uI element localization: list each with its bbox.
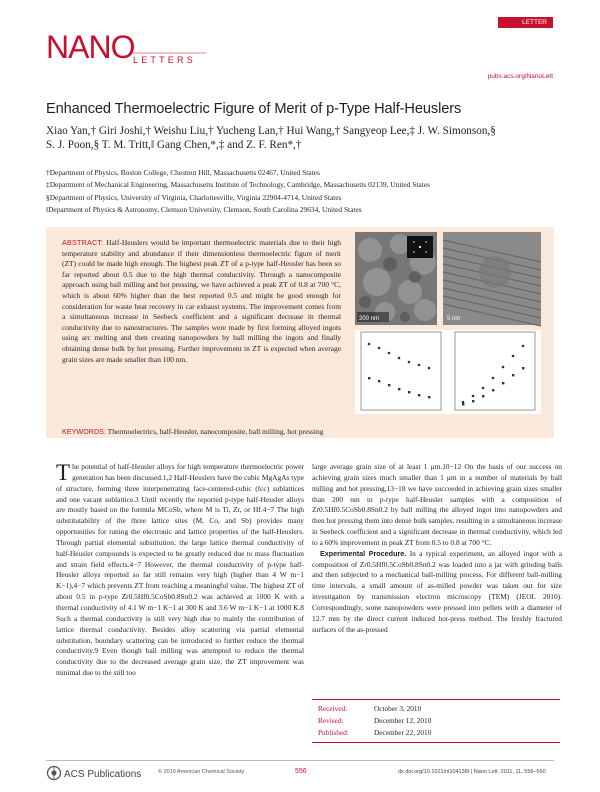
affiliations [46, 167, 566, 216]
publisher-name: ACS Publications [64, 769, 142, 780]
article-title: Enhanced Thermoelectric Figure of Merit of p-Type Half-Heuslers [46, 101, 462, 117]
dates-block [318, 703, 558, 738]
affiliation-item: §Department of Physics, University of Virginia, Charlottesville, Virginia 22904-4714, United States [46, 192, 342, 202]
body-text: In a typical experiment, an alloyed ingot with a composition of Zr0.5Hf0.5CoSb0.8Sn0.2 was loaded into a jar with grinding balls and then subjected to a mechanical ball-milling process. For different ball-milling time intervals, a small amount of as-milled powder was taken out for size investigation by transmission electron microscopy (TEM) (JEOL 2010). Correspondingly, some nanopowders were pressed into pellets with a diameter of 12.7 mm by the direct current induced hot-press method. The freshly fractured surfaces of the as-pressed [312, 548, 562, 634]
abstract [62, 238, 341, 365]
toc-graphic [355, 232, 545, 414]
doi-citation[interactable]: dx.doi.org/10.1021/nl104138t | Nano Lett. 2011, 11, 556–560 [398, 769, 546, 775]
body-text: he potential of half-Heusler alloys for high temperature thermoelectric power generation has been discussed.1,2 Half-Heuslers have the cubic MgAgAs type of structure, forming three interpenetrating face-centered-cubic (fcc) sublattices and one vacant sublattice.3 Until recently the reported p-type half-Heusler alloys are mostly based on the formula MCoSb, where M is Ti, Zr, or Hf.4−7 The high substitutability of the three lattice sites (M, Co, and Sb) provides many opportunities for tuning the electronic and lattice properties of the half-Heuslers. Through partial elemental substitution, the large lattice thermal conductivity of half-Heusler compounds is expected to be greatly reduced due to mass fluctuation and strain field effects.4−7 However, the thermal conductivity of p-type half-Heusler alloys reported so far still remains very high (higher than 4 W m−1 K−1),4−7 which prevents ZT from reaching a meaningful value. The highest ZT of about 0.5 in p-type Zr0.5Hf0.5CoSb0.8Sn0.2 was achieved at 1000 K with a thermal conductivity of 4.1 W m−1 K−1 at 300 K and 3.6 W m−1 K−1 at 1000 K.8 Such a thermal conductivity is still very high due to mainly the contribution of lattice thermal conductivity. Besides alloy scattering via partial elemental substitution, boundary scattering can be introduced to further reduce the thermal conductivity.9 Even though ball milling was attempted to reduce the thermal conductivity due to the decreased average grain size, the ZT improvement was minimal due to the still too [56, 462, 304, 678]
section-heading: Experimental Procedure. [320, 548, 407, 558]
date-label: Revised: [318, 715, 344, 725]
affiliation-item: ‖Department of Physics & Astronomy, Clemson University, Clemson, South Carolina 29634, United States [46, 204, 362, 214]
page-number: 556 [295, 768, 307, 775]
footer-rule [46, 760, 554, 761]
journal-url[interactable]: pubs.acs.org/NanoLett [487, 73, 553, 80]
drop-cap: T [56, 460, 71, 485]
scale-label-sem: 200 nm [359, 316, 380, 322]
keywords-label: KEYWORDS: [62, 427, 106, 436]
dates-bottom-rule [312, 742, 560, 743]
affiliation-item: †Department of Physics, Boston College, Chestnut Hill, Massachusetts 02467, United States [46, 168, 320, 177]
date-value: October 3, 2010 [374, 704, 422, 713]
svg-text:NANO: NANO [46, 29, 135, 65]
nano-letters-logo [46, 28, 206, 68]
date-label: Received: [318, 704, 348, 713]
abstract-text: Half-Heuslers would be important thermoelectric materials due to their high temperature stability and abundance if their dimensionless thermoelectric figure of merit (ZT) could be made high enough. The highest peak ZT of a p-type half-Heusler has been so far reported about 0.5 due to the high thermal conductivity. Through a nanocomposite approach using ball milling and hot pressing, we have achieved a peak ZT of 0.8 at 700 °C, which is about 60% higher than the best reported 0.5 and might be good enough for consideration for waste heat recovery in car exhaust systems. The improvement comes from a simultaneous increase in Seebeck coefficient and a significant decrease in thermal conductivity due to nanostructures. The samples were made by first forming alloyed ingots using arc melting and then creating nanopowders by ball milling the ingots and finally obtaining dense bulk by hot pressing. Further improvement in ZT is expected when average grain sizes are made smaller than 100 nm. [62, 238, 341, 364]
copyright-notice: © 2010 American Chemical Society [158, 769, 245, 775]
keywords-text: Thermoelectrics, half-Heusler, nanocomposite, ball milling, hot pressing [107, 427, 324, 436]
author-list [46, 124, 558, 152]
date-value: December 12, 2010 [374, 715, 432, 725]
author-line-2: S. J. Poon,§ T. M. Tritt,‖ Gang Chen,*,‡ and Z. F. Ren*,† [46, 139, 302, 151]
scale-label-hrtem: 5 nm [447, 316, 461, 322]
abstract-label: ABSTRACT: [62, 238, 104, 247]
author-line-1: Xiao Yan,† Giri Joshi,† Weishu Liu,† Yucheng Lan,† Hui Wang,† Sangyeop Lee,‡ J. W. Simonson,§ [46, 125, 496, 137]
keywords [62, 427, 542, 436]
body-column-left [56, 462, 304, 679]
date-label: Published: [318, 727, 349, 737]
svg-text:LETTERS: LETTERS [133, 55, 196, 65]
letter-tag: LETTER [498, 17, 553, 28]
date-value: December 22, 2010 [374, 727, 432, 737]
body-column-right [312, 462, 562, 636]
body-text: large average grain size of at least 1 μm.10−12 On the basis of our success on achieving grain sizes much smaller than 1 μm in a number of materials by ball milling and hot pressing,13−18 we have succeeded in achieving grain sizes smaller than 200 nm in p-type half-Heusler samples with a composition of Zr0.5Hf0.5CoSb0.8Sn0.2 by ball milling the alloyed ingot into nanopowders and then hot pressing them into dense bulk samples, resulting in a simultaneous increase in Seebeck coefficient and a significant decrease in thermal conductivity, which led to a 60% improvement in peak ZT from 0.5 to 0.8 at 700 °C. [312, 462, 562, 547]
acs-publications-logo [46, 765, 156, 781]
dates-top-rule [312, 699, 560, 700]
affiliation-item: ‡Department of Mechanical Engineering, Massachusetts Institute of Technology, Cambridge, Massachusetts 02139, United States [46, 180, 430, 190]
